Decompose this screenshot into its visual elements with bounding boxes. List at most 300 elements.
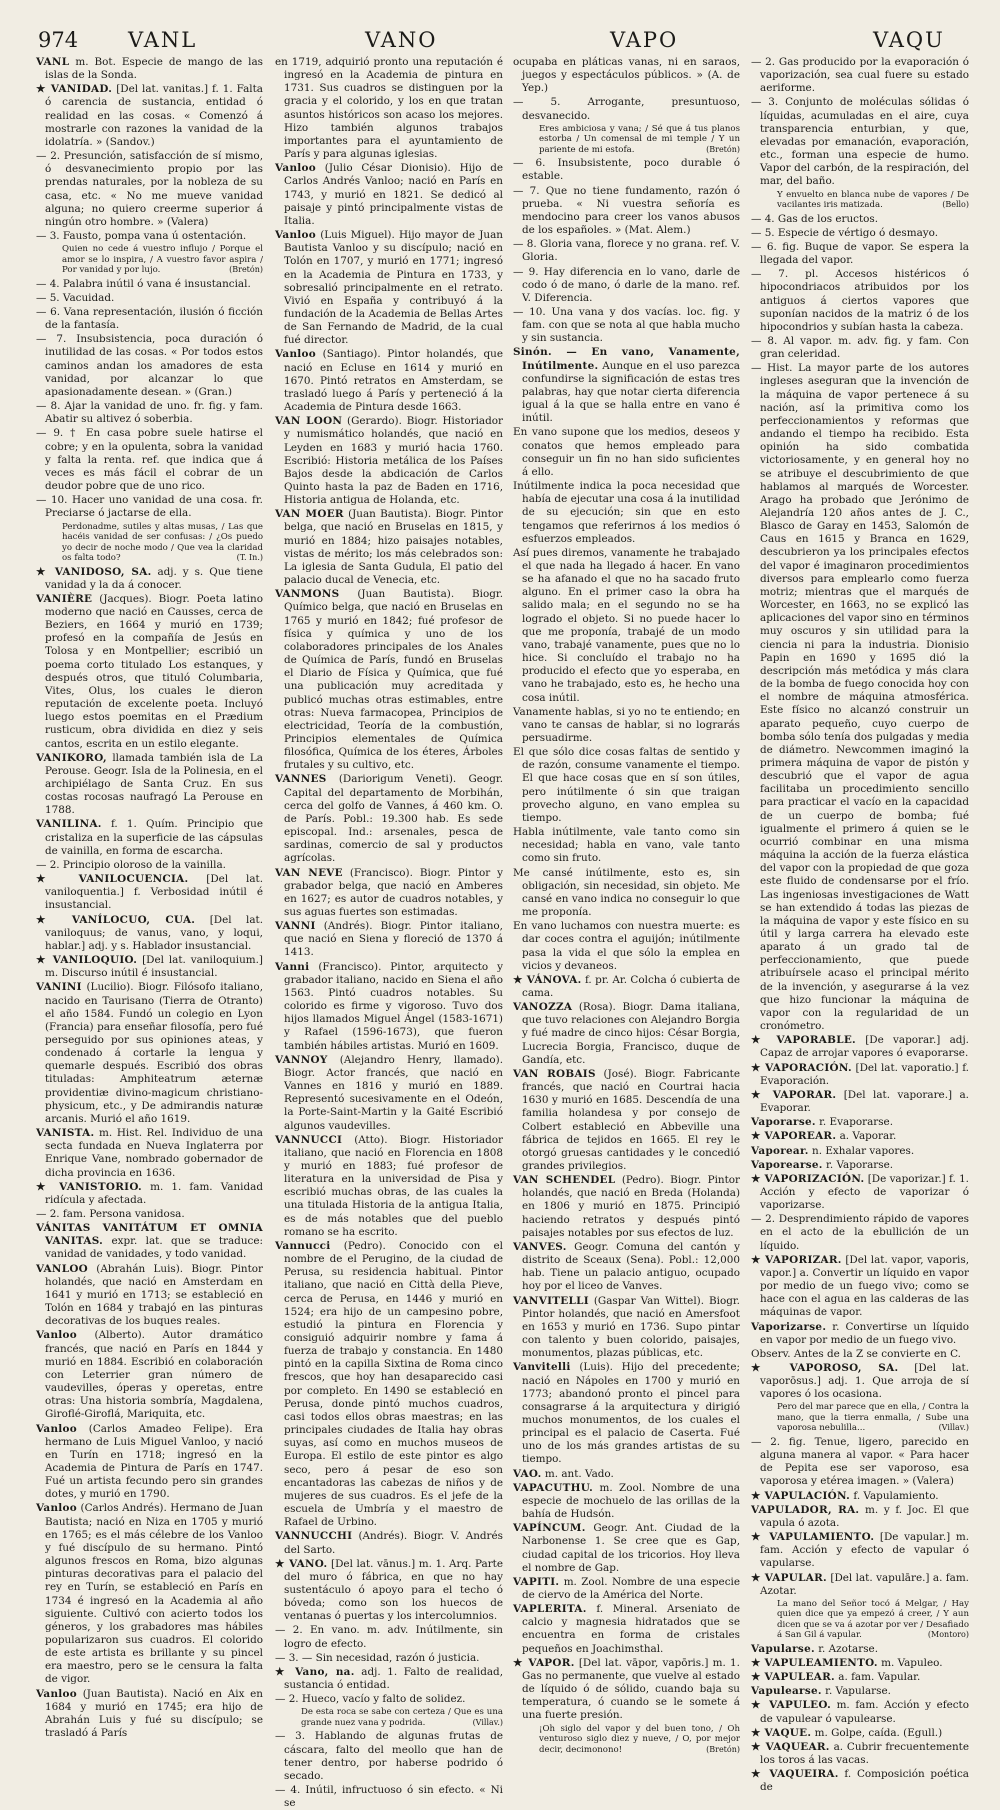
entry-text: — 2. Hueco, vacío y falto de solidez.	[275, 1693, 466, 1706]
dictionary-entry	[513, 1001, 740, 1067]
dictionary-entry	[751, 1699, 969, 1725]
entry-text: (Andrés). Biogr. V. Andrés del Sarto.	[284, 1530, 503, 1556]
dictionary-entry	[275, 1054, 503, 1133]
entry-headword: VAN ROBAIS	[513, 1067, 596, 1080]
entry-sense	[275, 1784, 503, 1810]
dictionary-entry	[751, 1572, 969, 1598]
entry-headword: ★ VAPOROSO, SA.	[751, 1362, 899, 1374]
entry-text: (Gaspar Van Wittel). Biogr. Pintor holandés, que nació en Amersfoot en 1653 y murió en 1736. Supo pintar con talento y buen colorido, paisajes, monumentos, plazas públicas, etc.	[522, 1294, 740, 1360]
entry-text: (Rosa). Biogr. Dama italiana, que tuvo relaciones con Alejandro Borgia y fué madre de cinco hijos: César Borgia, Lucrecia Borgia, Francisco, duque de Gandía, etc.	[522, 1001, 740, 1066]
entry-sense	[513, 266, 740, 305]
entry-headword: Vanloo	[275, 348, 317, 361]
dictionary-entry	[751, 1254, 969, 1320]
entry-headword: VANVITELLI	[513, 1294, 589, 1307]
dictionary-entry	[751, 1657, 969, 1670]
entry-headword: Vanloo	[36, 1687, 78, 1700]
entry-sense	[275, 56, 503, 161]
entry-text: (Gerardo). Biogr. Historiador y numismático holandés, que nació en Leyden en 1683 y murió hacia 1760. Escribió: Historia metálica de los Países Bajos desde la abdicación de Carlos Quinto hasta la paz de Baden en 1716, Historia antigua de Holanda, etc.	[284, 415, 503, 507]
dictionary-entry	[513, 1482, 740, 1521]
entry-headword: VANNOY	[275, 1053, 328, 1066]
entry-headword: Vanloo	[275, 162, 317, 175]
entry-text: Geogr. Comuna del cantón y distrito de Sceaux (Sena). Pobl.: 12,000 hab. Tiene un palacio antiguo, ocupado hoy por el liceo de Vanves.	[522, 1240, 740, 1293]
entry-text: — 8. Al vapor. m. adv. fig. y fam. Con gran celeridad.	[751, 334, 969, 361]
entry-headword: ★ VANIDOSO, SA.	[36, 565, 152, 578]
entry-text: expr. lat. que se traduce: vanidad de vanidades, y todo vanidad.	[45, 1235, 263, 1261]
entry-sense	[513, 96, 740, 122]
dictionary-entry	[751, 1034, 969, 1060]
dictionary-entry	[275, 1666, 503, 1692]
entry-sense	[751, 227, 969, 240]
entry-text: [Del lat. vapor, vaporis, vapor.] a. Convertir un líquido en vapor por medio de un fuego vivo; como se hace con el agua en las calderas de las máquinas de vapor.	[760, 1253, 969, 1319]
entry-headword: ★ VAPORABLE.	[751, 1034, 856, 1047]
dictionary-entry	[751, 1130, 969, 1143]
entry-headword: VANILINA.	[36, 818, 102, 831]
entry-text: m. Vapuleo.	[881, 1657, 943, 1669]
dictionary-entry	[275, 229, 503, 347]
entry-sense	[275, 1730, 503, 1783]
entry-text: f. 1. Quím. Principio que cristaliza en la superficie de las cápsulas de vainilla, en forma de escarcha.	[45, 818, 263, 857]
entry-sense	[751, 1436, 969, 1489]
entry-headword: VAPITI.	[513, 1575, 560, 1588]
entry-headword: ★ VAQUEAR.	[751, 1740, 830, 1753]
entry-text: (Abrahán Luis). Biogr. Pintor holandés, que nació en Amsterdam en 1641 y murió en 1713; se estableció en Tolón en 1684 y trabajó en las pinturas decorativas de los buques reales.	[45, 1262, 263, 1328]
entry-text: a. fam. Vapular.	[838, 1671, 921, 1684]
entry-text: (Carlos Andrés). Hermano de Juan Bautista; nació en Niza en 1705 y murió en 1765; es el más célebre de los Vanloo y fué discípulo de su hermano. Pintó algunos frescos en Roma, bizo algunas pinturas decorativas para el palacio del rey en Turín, se estableció en París en 1734 é ingresó en la Academia al año siguiente. Cultivó con acierto todos los géneros, y los grabadores mas hábiles popularizaron sus cuadros. El colorido de este artista es brillante y su pincel era maestro, pero se le censura la falta de vigor.	[45, 1502, 263, 1686]
entry-sense	[751, 335, 969, 361]
dictionary-entry	[513, 1603, 740, 1656]
entry-headword: VANNUCCHI	[275, 1530, 353, 1543]
entry-text: r. Evaporarse.	[819, 1116, 894, 1129]
quotation-source: (Villav.)	[938, 1423, 969, 1433]
verse-quotation	[751, 1402, 969, 1434]
entry-text: [Del lat. vapulāre.] a. fam. Azotar.	[760, 1571, 969, 1597]
entry-headword: Vanloo	[36, 1329, 78, 1342]
entry-headword: Vanni	[275, 960, 310, 973]
entry-sense	[513, 157, 740, 183]
entry-text: (Dariorigum Veneti). Geogr. Capital del departamento de Morbihán, cerca del golfo de Vannes, á 460 km. O. de París. Pobl.: 19.300 hab. Es sede episcopal. Ind.: arsenales, pesca de sardinas, comercio de sal y productos agrícolas.	[284, 773, 503, 865]
entry-headword: ★ Vano, na.	[275, 1665, 355, 1678]
entry-headword: Vanloo	[36, 1502, 78, 1515]
entry-text: (Luis Miguel). Hijo mayor de Juan Bautista Vanloo y su discípulo; nació en Tolón en 1707, y murió en 1771; ingresó en la Academia de Pintura en 1733, y sobresalió principalmente en el retrato. Vivió en España y contribuyó á la fundación de la Academia de Bellas Artes de San Fernando de Madrid, de la cual fué director.	[284, 229, 503, 347]
entry-headword: VANISTA.	[36, 1127, 95, 1140]
entry-sense	[751, 241, 969, 267]
entry-text: f. Mineral. Arseniato de calcio y magnesia hidratados que se encuentra en forma de cristales pequeños en Joachimsthal.	[522, 1603, 740, 1655]
entry-headword: VANMONS	[275, 588, 340, 601]
dictionary-entry	[36, 1423, 263, 1502]
entry-headword: Vanloo	[36, 1422, 78, 1435]
dictionary-entry	[275, 508, 503, 587]
entry-headword: Vapulearse.	[751, 1685, 822, 1698]
entry-text: [Del lat. vaniloquium.] m. Discurso inútil é insustancial.	[45, 954, 263, 980]
entry-text: [Del lat. vaporatio.] f. Evaporación.	[760, 1061, 969, 1087]
dictionary-entry	[36, 83, 263, 149]
quotation-source: (T. In.)	[236, 553, 263, 562]
entry-headword: ★ VAPOR.	[513, 1656, 575, 1669]
entry-text: — 7. pl. Accesos histéricos ó hipocondriacos atribuidos por los antiguos á ciertos vapores que suponían nacidos de la matriz ó de los hipocondrios y subían hasta la cabeza.	[751, 268, 969, 333]
entry-headword: VAN SCHENDEL	[513, 1174, 616, 1187]
entry-sense	[513, 920, 740, 973]
entry-sense	[36, 859, 263, 872]
entry-sense	[513, 306, 740, 345]
column-3	[513, 56, 740, 1755]
entry-headword: ★ VAPULAMIENTO.	[751, 1531, 875, 1544]
entry-headword: VANNES	[275, 773, 327, 786]
guide-word-4: VAQU	[873, 28, 945, 52]
entry-text: — 6. Vana representación, ilusión ó ficción de la fantasía.	[36, 306, 263, 332]
entry-text: ocupaba en pláticas vanas, ni en saraos, juegos y espectáculos públicos. » (A. de Yep.)	[513, 56, 740, 95]
entry-text: — 4. Gas de los eructos.	[751, 212, 879, 225]
entry-text: — 3. — Sin necesidad, razón ó justicia.	[275, 1651, 480, 1664]
entry-sense	[751, 213, 969, 226]
guide-word-2: VANO	[365, 28, 438, 52]
dictionary-entry	[275, 415, 503, 507]
entry-headword: ★ VAPORAR.	[751, 1088, 837, 1101]
entry-text: m. Hist. Rel. Individuo de una secta fundada en Nueva Inglaterra por Enrique Vane, nombrado gobernador de dicha provincia en 1636.	[45, 1127, 263, 1179]
entry-sense	[513, 480, 740, 546]
entry-headword: VÁNITAS VANITÁTUM ET OMNIA VANITAS.	[36, 1222, 263, 1248]
verse-quotation	[751, 190, 969, 211]
entry-headword: VANIKORO,	[36, 751, 107, 764]
dictionary-entry	[36, 1127, 263, 1180]
entry-headword: VAN LOON	[275, 415, 343, 428]
dictionary-entry	[36, 981, 263, 1126]
entry-text: — 6. Insubsistente, poco durable ó estable.	[513, 157, 740, 183]
dictionary-entry	[751, 1768, 969, 1794]
entry-headword: ★ VÁNOVA.	[513, 973, 582, 986]
entry-headword: Vaporizarse.	[751, 1320, 827, 1333]
entry-text: (Jacques). Biogr. Poeta latino moderno que nació en Causses, cerca de Beziers, en 1664 y murió en 1739; profesó en la compañía de Jesús en Tolosa y en Montpellier; escribió un poema corto titulado Los estanques, y después otros, que tituló Columbaria, Vites, Olus, los cuales le dieron reputación de excelente poeta. Incluyó luego estos poemitas en el Prædium rusticum, obra dividida en diez y seis cantos, escrita en un estilo elegante.	[45, 592, 263, 750]
entry-text: [Del lat. vanitas.] f. 1. Falta ó carencia de sustancia, entidad ó realidad en las cosas. « Comenzó á mostrarle con razones la vanidad de la idolatría. » (Sandov.)	[45, 83, 264, 148]
entry-headword: VAO.	[513, 1467, 542, 1480]
dictionary-entry	[751, 1741, 969, 1767]
entry-sense	[36, 400, 263, 426]
entry-headword: VANNUCCI	[275, 1133, 343, 1146]
dictionary-entry	[513, 974, 740, 1000]
entry-text: m. fam. Acción y efecto de vapulear ó vapulearse.	[760, 1699, 969, 1725]
column-1	[36, 56, 264, 1740]
entry-text: [Del lat. vaporare.] a. Evaporar.	[760, 1088, 969, 1115]
dictionary-entry	[36, 1263, 263, 1329]
dictionary-entry	[751, 1490, 969, 1503]
entry-text: f. Vapulamiento.	[853, 1489, 939, 1502]
guide-word-3: VAPO	[610, 28, 679, 52]
entry-sense	[513, 706, 740, 745]
entry-text: m. 1. fam. Vanidad ridícula y afectada.	[45, 1180, 263, 1206]
entry-text: — 4. Inútil, infructuoso ó sin efecto. « Ni se	[275, 1784, 503, 1810]
entry-headword: Vaporear.	[751, 1144, 809, 1157]
entry-text: — 2. fam. Persona vanidosa.	[36, 1208, 185, 1220]
entry-text: — 10. Una vana y dos vacías. loc. fig. y fam. con que se nota al que habla mucho y sin sustancia.	[513, 306, 740, 345]
entry-headword: VAPLERITA.	[513, 1603, 587, 1616]
entry-sense	[36, 494, 263, 520]
entry-text: f. Composición poética de	[760, 1768, 969, 1794]
dictionary-entry	[36, 1502, 263, 1686]
dictionary-entry	[513, 346, 740, 425]
dictionary-entry	[751, 1531, 969, 1570]
dictionary-entry	[513, 1657, 740, 1723]
dictionary-entry	[36, 1688, 263, 1741]
entry-text: (Pedro). Biogr. Pintor holandés, que nació en Breda (Holanda) en 1806 y murió en 1875. Principió haciendo retratos y después pintó paisajes notables por sus efectos de luz.	[522, 1174, 740, 1239]
entry-text: (Luis). Hijo del precedente; nació en Nápoles en 1700 y murió en 1773; abandonó pronto el pincel para consagrarse á la arquitectura y dirigió muchos monumentos, de los cuales el principal es el palacio de Caserta. Fué uno de los más grandes artistas de su tiempo.	[522, 1361, 740, 1466]
entry-headword: VAN MOER	[275, 508, 344, 521]
entry-text: [Del lat. vāpor, vapōris.] m. 1. Gas no permanente, que vuelve al estado de líquido ó de sólido, cuando baja su temperatura, ó cuando se le somete á una fuerte presión.	[522, 1656, 740, 1722]
entry-text: (Juan Bautista). Biogr. Químico belga, que nació en Bruselas en 1765 y murió en 1842; fué profesor de física y química y uno de los colaboradores principales de los Anales de Química de París, fundó en Bruselas el Diario de Física y Química, que fué una publicación muy acreditada y publicó muchas otras estimables, entre otras: Nueva farmacopea, Principios de electricidad, Teoría de la combustión, Principios elementales de Química filosófica, Química de los éteres, Árboles frutales y su cultivo, etc.	[284, 588, 503, 772]
entry-sense	[513, 238, 740, 264]
dictionary-entry	[751, 1504, 969, 1530]
quotation-text: La mano del Señor tocó á Melgar, / Hay quien dice que ya empezó á creer, / Y aun dicen que se va á azotar por ver / Desafiado á San Gil á vapular.	[777, 1598, 969, 1641]
entry-headword: Vaporarse.	[751, 1116, 816, 1129]
entry-text: — 5. Arrogante, presuntuoso, desvanecido.	[513, 96, 740, 122]
entry-text: (Alberto). Autor dramático francés, que nació en París en 1844 y murió en 1884. Escribió en colaboración con Leterrier gran número de vaudevilles, óperas y operetas, entre otras: Una historia sombría, Magdalena, Giroflé-Giroflá, Mariquita, etc.	[45, 1329, 263, 1421]
entry-text: [De vaporizar.] f. 1. Acción y efecto de vaporizar ó vaporizarse.	[760, 1172, 969, 1212]
entry-headword: VANOZZA	[513, 1001, 573, 1014]
entry-headword: ★ VAPULEAMIENTO.	[751, 1657, 878, 1669]
column-4	[751, 56, 969, 1794]
verse-quotation	[751, 1599, 969, 1641]
quotation-text: Eres ambiciosa y vana; / Sé que á tus planos estorba / Un comensal de mi temple / Y un pariente de mi estofa.	[539, 123, 740, 155]
entry-headword: ★ VAQUE.	[751, 1726, 812, 1739]
entry-text: — 4. Palabra inútil ó vana é insustancial.	[36, 277, 251, 290]
entry-text: a. Cubrir frecuentemente los toros á las vacas.	[760, 1740, 969, 1767]
entry-text: Vanamente hablas, si yo no te entiendo; en vano te cansas de hablar, si no lograrás persuadirme.	[513, 705, 740, 744]
entry-headword: ★ VAPORIZAR.	[751, 1253, 842, 1266]
entry-headword: ★ VAPULEAR.	[751, 1671, 835, 1684]
dictionary-entry	[513, 1241, 740, 1294]
entry-text: [De vapular.] m. fam. Acción y efecto de vapular ó vapularse.	[760, 1531, 969, 1570]
quotation-text: Quien no cede á vuestro influjo / Porque el amor se lo inspira, / A vuestro favor aspira / Por vanidad y por lujo.	[62, 244, 263, 276]
entry-text: adj. y s. Que tiene vanidad y la da á conocer.	[45, 565, 263, 591]
entry-text: m. Zool. Nombre de una especie de ciervo de la América del Norte.	[522, 1575, 740, 1601]
entry-headword: VAPACUTHU.	[513, 1481, 594, 1494]
quotation-source: (Montoro)	[927, 1630, 969, 1640]
dictionary-entry	[751, 1685, 969, 1698]
quotation-source: (Bretón)	[706, 1744, 740, 1754]
entry-headword: VANVES.	[513, 1240, 567, 1253]
entry-sense	[751, 96, 969, 188]
entry-text: En vano luchamos con nuestra muerte: es dar coces contra el aguijón; inútilmente pasa la vida el que sólo la emplea en vicios y devaneos.	[513, 920, 740, 972]
entry-sense	[513, 547, 740, 705]
entry-sense	[36, 278, 263, 291]
entry-headword: VANNI	[275, 920, 316, 933]
entry-text: m. Zool. Nombre de una especie de mochuelo de las orillas de la bahía de Hudsón.	[522, 1481, 740, 1521]
dictionary-entry	[275, 867, 503, 920]
entry-headword: Vannucci	[275, 1239, 331, 1252]
entry-text: Inútilmente indica la poca necesidad que había de ejecutar una cosa á la inutilidad de su ejecución; sin que en esto tengamos que referirnos á los medios ó esfuerzos empleados.	[513, 480, 740, 545]
quotation-text: De esta roca se sabe con certeza / Que es una grande nuez vana y podrida.	[301, 1707, 503, 1728]
quotation-text: Y envuelto en blanca nube de vapores / De vacilantes iris matizada.	[777, 189, 969, 211]
entry-text: en 1719, adquirió pronto una reputación é ingresó en la Academia de pintura en 1731. Sus cuadros se distinguen por la gracia y el colorido, y los en que tratan asuntos históricos son acaso los mejores. Hizo también algunos trabajos importantes para el ayuntamiento de París y para algunas iglesias.	[275, 56, 503, 161]
entry-text: (Juan Bautista). Biogr. Pintor belga, que nació en Bruselas en 1815, y murió en 1884; hizo paisajes notables, vistas de mérito; los más celebrados son: La iglesia de Santa Gudula, El patio del palacio ducal de Venecia, etc.	[284, 508, 503, 587]
dictionary-entry	[513, 1068, 740, 1173]
dictionary-entry	[751, 1145, 969, 1158]
entry-text: r. Vaporarse.	[826, 1158, 894, 1171]
dictionary-entry	[36, 873, 263, 912]
entry-headword: ★ VANISTORIO.	[36, 1180, 142, 1193]
entry-text: — 5. Vacuidad.	[36, 291, 115, 304]
entry-text: (Alejandro Henry, llamado). Biogr. Actor francés, que nació en Vannes en 1816 y murió en 1889. Representó sucesivamente en el Odeón, la Porte-Saint-Martin y la Gaité Escribió algunos vaudevilles.	[284, 1053, 503, 1132]
entry-headword: Vanloo	[275, 229, 317, 242]
entry-sense	[513, 56, 740, 95]
entry-headword: ★ VAPULEO.	[751, 1699, 831, 1712]
quotation-source: (Bello)	[942, 200, 969, 210]
entry-headword: VAPÍNCUM.	[513, 1522, 586, 1535]
entry-headword: ★ VAPORACIÓN.	[751, 1061, 852, 1074]
entry-headword: VANLOO	[36, 1262, 89, 1275]
entry-text: Me cansé inútilmente, esto es, sin obligación, sin necesidad, sin objeto. Me cansé en vano indica no conseguir lo que me proponía.	[513, 866, 740, 919]
entry-headword: ★ VAPORIZACIÓN.	[751, 1172, 865, 1185]
dictionary-entry	[275, 1240, 503, 1529]
dictionary-entry	[751, 1362, 969, 1401]
dictionary-entry	[36, 752, 263, 818]
dictionary-entry	[275, 162, 503, 228]
entry-text: [Del lat. vānus.] m. 1. Arq. Parte del muro ó fábrica, en que no hay sustentáculo ó apoyo para el techo ó bóveda; como son los huecos de ventanas ó puertas y los intercolumnios.	[284, 1557, 503, 1623]
entry-headword: ★ VAPOREAR.	[751, 1130, 837, 1143]
entry-headword: ★ VANILOQUIO.	[36, 954, 138, 967]
dictionary-entry	[275, 348, 503, 414]
quotation-source: (Villav.)	[472, 1717, 503, 1727]
entry-sense	[275, 1693, 503, 1706]
entry-text: — 2. Principio oloroso de la vainilla.	[36, 858, 226, 871]
quotation-text: Pero del mar parece que en ella, / Contra la mano, que la tierra enmalla, / Sube una vaporosa nebulilla...	[777, 1402, 969, 1434]
dictionary-entry	[751, 1062, 969, 1088]
dictionary-entry	[751, 1321, 969, 1347]
entry-headword: Vaporearse.	[751, 1158, 823, 1171]
entry-text: f. pr. Ar. Colcha ó cubierta de cama.	[522, 973, 740, 999]
entry-headword: ★ VANÍLOCUO, CUA.	[36, 913, 196, 926]
dictionary-entry	[751, 1173, 969, 1212]
entry-text: llamada también isla de La Perouse. Geogr. Isla de la Polinesia, en el archipiélago de Santa Cruz. En sus costas rocosas naufragó La Perouse en 1788.	[45, 751, 263, 817]
entry-sense	[513, 746, 740, 825]
dictionary-entry	[36, 1181, 263, 1207]
entry-text: (Pedro). Conocido con el nombre de el Perugino, de la ciudad de Perusa, su residencia habitual. Pintor italiano, que nació en Città della Pieve, cerca de Perusa, en 1446 y murió en 1524; era hijo de un campesino pobre, estudió la pintura en Florencia y consiguió adquirir nombre y fama á fuerza de trabajo y constancia. En 1480 pintó en la capilla Sixtina de Roma cinco frescos, que hoy han desaparecido casi por completo. En 1490 se estableció en Perusa, donde pintó muchos cuadros, casi todos ellos obras maestras; en las principales ciudades de Italia hay obras suyas, así como en muchos museos de Europa. El estilo de este pintor es algo seco, pero á pesar de eso son encantadoras las cabezas de niños y de mujeres de sus cuadros. Es el jefe de la escuela de Umbría y el maestro de Rafael de Urbino.	[284, 1239, 504, 1529]
entry-headword: ★ VAQUEIRA.	[751, 1768, 839, 1781]
entry-text: En vano supone que los medios, deseos y conatos que hemos empleado para conseguir un fin no han sido suficientes á ello.	[513, 426, 740, 478]
entry-text: — 2. fig. Tenue, ligero, parecido en alguna manera al vapor. « Para hacer de Pepita ese ser vaporoso, esa vaporosa y etérea imagen. » (Valera)	[751, 1435, 969, 1488]
entry-text: — 7. Insubsistencia, poca duración ó inutilidad de las cosas. « Por todos estos caminos andan los amadores de esta vanidad, por alcanzar lo que apasionadamente desean. » (Gran.)	[36, 333, 263, 398]
dictionary-entry	[275, 588, 503, 772]
entry-sense	[513, 185, 740, 238]
entry-text: (Santiago). Pintor holandés, que nació en Ecluse en 1614 y murió en 1670. Pintó retratos en Amsterdam, se trasladó luego á París y perteneció á la Academia de Pintura desde 1663.	[284, 348, 503, 414]
verse-quotation	[513, 124, 740, 156]
entry-text: — 7. Que no tiene fundamento, razón ó prueba. « Ni vuestra señoría es mendocino para creer los vanos abusos de los españoles. » (Mat. Alem.)	[513, 184, 740, 237]
entry-text: — 3. Hablando de algunas frutas de cáscara, falto del meollo que han de tener dentro, por haberse podrido ó secado.	[275, 1730, 503, 1782]
quotation-source: (Bretón)	[706, 144, 740, 154]
entry-text: Aunque en el uso parezca confundirse la significación de estas tres palabras, hay que notar cierta diferencia igual á la que se halla entre en vano é inútil.	[522, 359, 740, 425]
dictionary-entry	[751, 1727, 969, 1740]
dictionary-entry	[513, 1576, 740, 1602]
entry-headword: VAN NEVE	[275, 866, 343, 879]
entry-sense	[36, 1208, 263, 1221]
dictionary-entry	[751, 1643, 969, 1656]
entry-sense	[275, 1624, 503, 1650]
dictionary-entry	[36, 818, 263, 857]
entry-headword: ★ VAPULAR.	[751, 1571, 827, 1584]
verse-quotation	[36, 244, 263, 276]
page-number: 974	[38, 28, 79, 52]
dictionary-entry	[36, 566, 263, 592]
verse-quotation	[36, 522, 263, 564]
entry-text: adj. 1. Falto de realidad, sustancia ó entidad.	[284, 1665, 503, 1692]
entry-text: — 6. fig. Buque de vapor. Se espera la llegada del vapor.	[751, 240, 969, 267]
entry-text: m. Bot. Especie de mango de las islas de la Sonda.	[45, 56, 263, 82]
entry-text: (Andrés). Biogr. Pintor italiano, que nació en Siena y floreció de 1370 á 1413.	[284, 920, 503, 959]
entry-text: — 2. Presunción, satisfacción de sí mismo, ó desvanecimiento propio por las prendas naturales, por la nobleza de su casa, etc. « No me mueve vanidad alguna; no quiero creerme superior á ningún otro hombre. » (Valera)	[36, 150, 263, 228]
entry-text: — Hist. La mayor parte de los autores ingleses aseguran que la invención de la máquina de vapor pertenece á su nación, así la primitiva como los perfeccionamientos y reformas que andando el tiempo ha recibido. Esta opinión ha sido combatida victoriosamente, y en general hoy no se atribuye el descubrimiento de que hablamos al marqués de Worcester. Arago ha probado que Jerónimo de Alejandría 120 años antes de J. C., Blasco de Garay en 1453, Salomón de Caus en 1615 y Branca en 1629, descubrieron ya los principales efectos del vapor é imaginaron procedimientos diversos para emplearlo como fuerza motriz; mientras que el marqués de Worcester, en 1663, no se explicó las aplicaciones del vapor sino en términos muy oscuros y sin utilidad para la ciencia ni para la industria. Dionisio Papin en 1690 y 1695 dió la descripción más metódica y más clara de la bomba de fuego conocida hoy con el nombre de máquina atmosférica. Este físico no alcanzó construir un aparato pequeño, cuyo cuerpo de bomba sólo tenía dos pulgadas y media de diámetro. Newcommen imaginó la primera máquina de vapor de pistón y descubrió que el vapor de agua facilitaba un procedimiento sencillo para practicar el vacío en la capacidad de un cuerpo de bomba; fué igualmente el primero á quien se le ocurrió combinar en una misma máquina la acción de la fuerza elástica del vapor con la propiedad de que goza este fluido de condensarse por el frío. Las ingeniosas investigaciones de Watt se han extendido á todas las piezas de la máquina de vapor y este físico en su útil y larga carrera ha elevado este aparato á un grado tal de perfeccionamiento, que puede atribuírsele acaso el principal mérito de la invención, y asegurarse á la vez que hizo funcionar la máquina de vapor con la regularidad de un cronómetro.	[751, 362, 969, 1033]
quotation-source: (Bretón)	[229, 265, 263, 275]
entry-text: r. Vapularse.	[825, 1685, 891, 1698]
entry-text: — 2. En vano. m. adv. Inútilmente, sin logro de efecto.	[275, 1624, 503, 1650]
entry-text: (Francisco). Pintor, arquitecto y grabador italiano, nacido en Siena el año 1563. Pintó cuadros notables. Su colorido es firme y vigoroso. Tuvo dos hijos llamados Miguel Ángel (1583-1671) y Rafael (1596-1673), que fueron también hábiles artistas. Murió en 1609.	[284, 960, 503, 1052]
entry-sense	[751, 1213, 969, 1252]
dictionary-entry	[36, 954, 263, 980]
entry-text: m. y f. Joc. El que vapula ó azota.	[760, 1503, 969, 1529]
entry-sense	[751, 56, 969, 95]
entry-text: Observ. Antes de la Z se convierte en C.	[751, 1347, 961, 1360]
dictionary-entry	[513, 1174, 740, 1240]
entry-text: — 5. Especie de vértigo ó desmayo.	[751, 226, 939, 239]
entry-text: — 2. Desprendimiento rápido de vapores en el acto de la ebullición de un líquido.	[751, 1213, 969, 1252]
dictionary-entry	[513, 1468, 740, 1481]
entry-text: — 9. † En casa pobre suele hatirse el cobre; y en la opulenta, sobra la vanidad y falta la renta. ref. que indica que á veces es más fácil el cobrar de un deudor pobre que de uno rico.	[36, 427, 263, 493]
dictionary-entry	[275, 920, 503, 959]
dictionary-entry	[751, 1671, 969, 1684]
entry-text: — 9. Hay diferencia en lo vano, darle de codo ó de mano, ó darle de la mano. ref. V. Diferencia.	[513, 265, 740, 304]
page-header	[0, 28, 1000, 58]
dictionary-entry	[275, 961, 503, 1053]
entry-text: a. Vaporar.	[839, 1130, 897, 1143]
entry-headword: Vapularse.	[751, 1642, 815, 1655]
entry-text: [Del lat. vaniloquus; de vanus, vano, y loqui, hablar.] adj. y s. Hablador insustancial.	[45, 913, 264, 952]
quotation-text: ¡Oh siglo del vapor y del buen tono, / Oh venturoso siglo diez y nueve, / O, por mejor decir, decimonono!	[539, 1723, 740, 1755]
entry-text: (Atto). Biogr. Historiador italiano, que nació en Florencia en 1808 y murió en 1883; fué profesor de literatura en la universidad de Pisa y escribió muchas obras, de las cuales la una titulada Historia de la antigua Italia, es de más notables que del pueblo romano se ha escrito.	[284, 1133, 503, 1238]
entry-text: m. ant. Vado.	[544, 1467, 614, 1480]
dictionary-entry	[36, 56, 263, 82]
verse-quotation	[275, 1707, 503, 1728]
entry-headword: ★ VANO.	[275, 1557, 328, 1570]
column-2	[275, 56, 504, 1810]
dictionary-entry	[36, 1329, 263, 1421]
entry-text: (Francisco). Biogr. Pintor y grabador belga, que nació en Amberes en 1627; es autor de cuadros notables, y sus aguas fuertes son estimadas.	[284, 866, 503, 918]
entry-text: [Del lat. vaniloquentia.] f. Verbosidad inútil é insustancial.	[45, 873, 264, 912]
entry-text: Geogr. Ant. Ciudad de la Narbonense 1. Se cree que es Gap, ciudad capital de los tricorios. Hoy lleva el nombre de Gap.	[522, 1522, 740, 1574]
entry-text: — 8. Gloria vana, florece y no grana. ref. V. Gloria.	[513, 238, 740, 264]
guide-word-1: VANL	[128, 28, 198, 52]
entry-text: — 3. Fausto, pompa vana ú ostentación.	[36, 230, 247, 243]
entry-headword: Sinón. — En vano, Vanamente, Inútilmente.	[513, 346, 740, 372]
entry-sense	[36, 333, 263, 399]
entry-sense	[36, 150, 263, 229]
entry-sense	[513, 826, 740, 865]
dictionary-entry	[751, 1116, 969, 1129]
entry-headword: VANINI	[36, 981, 82, 994]
dictionary-entry	[275, 773, 503, 865]
entry-sense	[36, 427, 263, 493]
entry-text: m. Golpe, caída. (Egull.)	[814, 1726, 943, 1739]
entry-sense	[36, 230, 263, 243]
entry-headword: Vanvitelli	[513, 1361, 571, 1374]
entry-headword: ★ VANILOCUENCIA.	[36, 873, 189, 886]
dictionary-entry	[36, 914, 263, 953]
entry-sense	[36, 306, 263, 332]
dictionary-entry	[513, 1361, 740, 1466]
entry-headword: ★ VANIDAD.	[36, 83, 113, 96]
entry-text: r. Convertirse un líquido en vapor por medio de un fuego vivo.	[760, 1320, 969, 1346]
dictionary-entry	[513, 1295, 740, 1361]
dictionary-entry	[751, 1089, 969, 1115]
entry-text: El que sólo dice cosas faltas de sentido y de razón, consume vanamente el tiempo. El que hace cosas que en sí son útiles, pero inútilmente ó sin que traigan provecho alguno, en vano emplea su tiempo.	[513, 746, 740, 824]
entry-headword: VANIÈRE	[36, 592, 93, 605]
entry-sense	[751, 362, 969, 1033]
